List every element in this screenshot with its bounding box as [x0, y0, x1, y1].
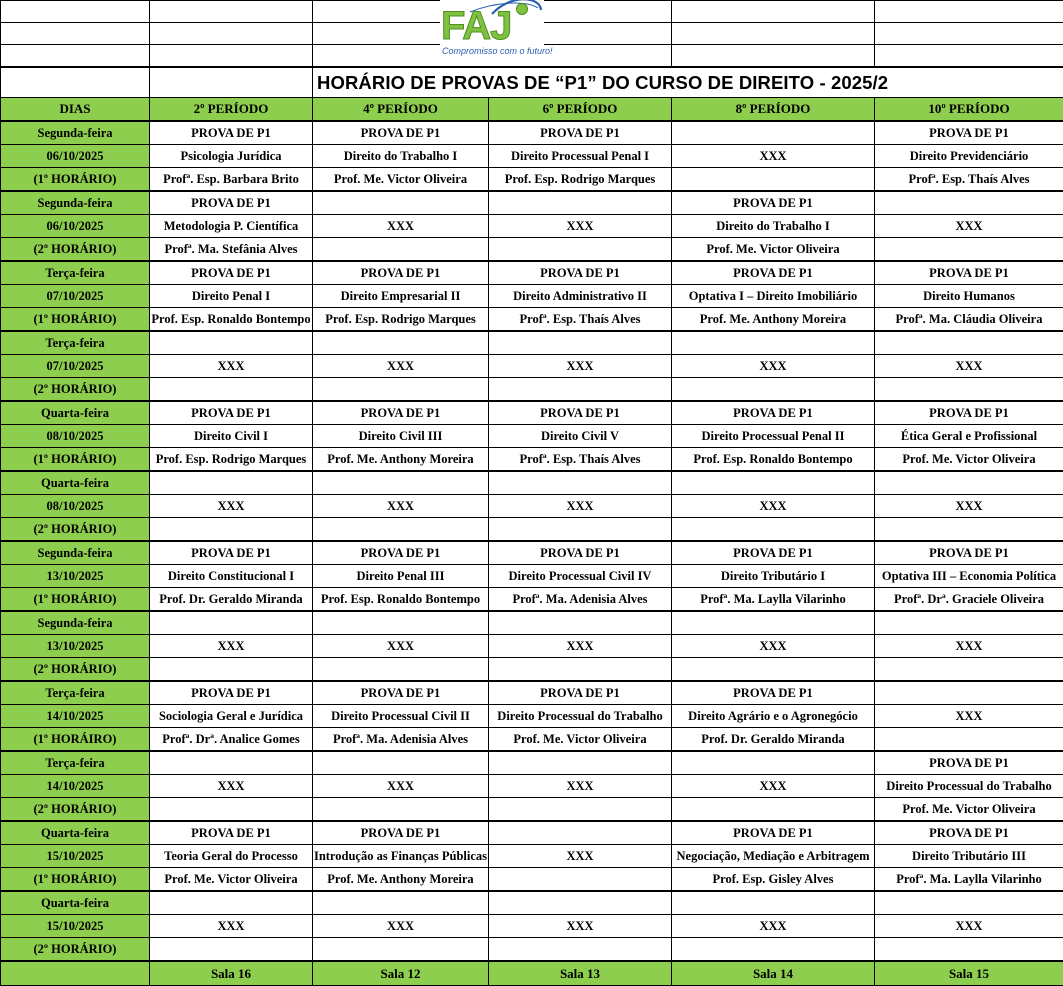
exam-professor [875, 238, 1063, 262]
exam-professor: Prof. Dr. Geraldo Miranda [672, 728, 875, 752]
day-slot: (1º HORÁRIO) [1, 868, 150, 892]
exam-professor [150, 658, 313, 682]
day-slot: (1º HORÁRIO) [1, 588, 150, 612]
exam-professor: Profª. Drª. Graciele Oliveira [875, 588, 1063, 612]
day-label: Terça-feira [1, 681, 150, 705]
day-slot: (1º HORÁRIO) [1, 168, 150, 192]
exam-professor: Profª. Esp. Thaís Alves [489, 308, 672, 332]
day-slot: (2º HORÁRIO) [1, 238, 150, 262]
exam-type: PROVA DE P1 [489, 261, 672, 285]
schedule-line [1, 518, 1063, 542]
exam-type: PROVA DE P1 [672, 191, 875, 215]
exam-professor: Prof. Esp. Gisley Alves [672, 868, 875, 892]
exam-type: PROVA DE P1 [150, 681, 313, 705]
exam-type [313, 191, 489, 215]
exam-professor [313, 658, 489, 682]
exam-professor: Profª. Ma. Laylla Vilarinho [672, 588, 875, 612]
exam-type [489, 331, 672, 355]
exam-professor [489, 518, 672, 542]
schedule-line [1, 891, 1063, 915]
exam-professor: Prof. Me. Victor Oliveira [489, 728, 672, 752]
header-period: 4º PERÍODO [313, 98, 489, 122]
day-date: 07/10/2025 [1, 285, 150, 308]
faj-logo [440, 0, 544, 66]
schedule-line [1, 798, 1063, 822]
day-slot: (1º HORÁRIO) [1, 308, 150, 332]
header-period: 10º PERÍODO [875, 98, 1063, 122]
exam-professor: Prof. Esp. Rodrigo Marques [489, 168, 672, 192]
exam-professor [489, 238, 672, 262]
exam-professor [313, 238, 489, 262]
exam-subject: Direito Processual Penal II [672, 425, 875, 448]
exam-professor: Prof. Me. Victor Oliveira [150, 868, 313, 892]
exam-subject: XXX [672, 355, 875, 378]
exam-professor: Profª. Drª. Analice Gomes [150, 728, 313, 752]
exam-type: PROVA DE P1 [150, 191, 313, 215]
exam-professor [672, 378, 875, 402]
exam-type [672, 751, 875, 775]
exam-type [875, 331, 1063, 355]
exam-subject: XXX [875, 705, 1063, 728]
exam-subject: XXX [150, 915, 313, 938]
schedule-line [1, 285, 1063, 308]
exam-professor: Profª. Ma. Stefânia Alves [150, 238, 313, 262]
exam-subject: Metodologia P. Científica [150, 215, 313, 238]
schedule-line [1, 565, 1063, 588]
exam-type: PROVA DE P1 [875, 821, 1063, 845]
exam-professor: Profª. Esp. Thaís Alves [489, 448, 672, 472]
exam-subject: XXX [313, 915, 489, 938]
exam-professor [313, 938, 489, 962]
schedule-line [1, 495, 1063, 518]
exam-professor: Prof. Me. Anthony Moreira [313, 448, 489, 472]
exam-subject: XXX [672, 775, 875, 798]
room-label: Sala 14 [672, 961, 875, 986]
exam-type [489, 471, 672, 495]
exam-type [672, 891, 875, 915]
room-label: Sala 12 [313, 961, 489, 986]
exam-type: PROVA DE P1 [672, 541, 875, 565]
exam-subject: Optativa I – Direito Imobiliário [672, 285, 875, 308]
exam-professor [489, 658, 672, 682]
schedule-line [1, 261, 1063, 285]
exam-type: PROVA DE P1 [489, 541, 672, 565]
header-row [1, 98, 1063, 122]
exam-type [875, 611, 1063, 635]
exam-professor [150, 798, 313, 822]
exam-type: PROVA DE P1 [672, 821, 875, 845]
day-date: 06/10/2025 [1, 145, 150, 168]
exam-subject: XXX [150, 775, 313, 798]
exam-subject: Direito Previdenciário [875, 145, 1063, 168]
exam-subject: Direito Tributário III [875, 845, 1063, 868]
exam-type: PROVA DE P1 [672, 401, 875, 425]
exam-type: PROVA DE P1 [150, 401, 313, 425]
day-date: 13/10/2025 [1, 565, 150, 588]
day-date: 08/10/2025 [1, 495, 150, 518]
schedule-line [1, 425, 1063, 448]
day-date: 15/10/2025 [1, 845, 150, 868]
exam-subject: XXX [489, 215, 672, 238]
schedule-line [1, 868, 1063, 892]
exam-professor: Prof. Dr. Geraldo Miranda [150, 588, 313, 612]
exam-type [672, 471, 875, 495]
schedule-line [1, 541, 1063, 565]
exam-type [313, 751, 489, 775]
exam-professor [489, 938, 672, 962]
exam-subject: Direito Processual do Trabalho [489, 705, 672, 728]
exam-professor [313, 798, 489, 822]
schedule-line [1, 705, 1063, 728]
day-date: 14/10/2025 [1, 705, 150, 728]
exam-professor: Profª. Ma. Laylla Vilarinho [875, 868, 1063, 892]
exam-type [150, 611, 313, 635]
exam-professor [489, 798, 672, 822]
exam-professor: Profª. Esp. Thaís Alves [875, 168, 1063, 192]
exam-subject: Direito do Trabalho I [672, 215, 875, 238]
exam-professor: Prof. Esp. Ronaldo Bontempo [313, 588, 489, 612]
exam-subject: Direito Tributário I [672, 565, 875, 588]
exam-subject: Direito Civil I [150, 425, 313, 448]
exam-subject: XXX [489, 355, 672, 378]
exam-subject: XXX [875, 635, 1063, 658]
day-date: 13/10/2025 [1, 635, 150, 658]
day-label: Quarta-feira [1, 821, 150, 845]
exam-professor [313, 378, 489, 402]
exam-subject: XXX [313, 495, 489, 518]
exam-type: PROVA DE P1 [672, 681, 875, 705]
header-period: 6º PERÍODO [489, 98, 672, 122]
exam-type: PROVA DE P1 [313, 121, 489, 145]
schedule-line [1, 238, 1063, 262]
exam-subject: Direito Humanos [875, 285, 1063, 308]
schedule-line [1, 215, 1063, 238]
exam-subject: XXX [875, 495, 1063, 518]
schedule-line [1, 938, 1063, 962]
exam-subject: XXX [875, 915, 1063, 938]
day-date: 14/10/2025 [1, 775, 150, 798]
day-label: Segunda-feira [1, 541, 150, 565]
schedule-line [1, 658, 1063, 682]
header-period: 8º PERÍODO [672, 98, 875, 122]
exam-type: PROVA DE P1 [875, 121, 1063, 145]
exam-professor: Prof. Me. Anthony Moreira [672, 308, 875, 332]
exam-subject: Direito Penal III [313, 565, 489, 588]
schedule-line [1, 191, 1063, 215]
exam-type [672, 331, 875, 355]
exam-professor [313, 518, 489, 542]
exam-professor: Prof. Me. Victor Oliveira [672, 238, 875, 262]
exam-professor [672, 658, 875, 682]
exam-professor: Prof. Esp. Rodrigo Marques [313, 308, 489, 332]
exam-subject: Direito Processual Civil IV [489, 565, 672, 588]
room-label: Sala 16 [150, 961, 313, 986]
logo-wordmark: FAJ [441, 4, 511, 48]
exam-subject: Direito Penal I [150, 285, 313, 308]
day-label: Segunda-feira [1, 191, 150, 215]
exam-subject: Negociação, Mediação e Arbitragem [672, 845, 875, 868]
schedule-line [1, 355, 1063, 378]
title-row [1, 67, 1063, 98]
exam-type [313, 891, 489, 915]
exam-professor: Prof. Esp. Ronaldo Bontempo [150, 308, 313, 332]
exam-type [875, 471, 1063, 495]
exam-subject: Direito Empresarial II [313, 285, 489, 308]
exam-subject: XXX [875, 355, 1063, 378]
exam-subject: XXX [150, 635, 313, 658]
exam-professor: Profª. Ma. Adenisia Alves [489, 588, 672, 612]
exam-professor: Prof. Esp. Ronaldo Bontempo [672, 448, 875, 472]
room-label: Sala 15 [875, 961, 1063, 986]
exam-subject: XXX [672, 495, 875, 518]
exam-subject: XXX [150, 355, 313, 378]
exam-type [875, 891, 1063, 915]
exam-type [672, 611, 875, 635]
day-label: Quarta-feira [1, 471, 150, 495]
exam-subject: XXX [489, 775, 672, 798]
exam-type: PROVA DE P1 [875, 541, 1063, 565]
schedule-line [1, 378, 1063, 402]
day-label: Terça-feira [1, 261, 150, 285]
exam-subject: Direito do Trabalho I [313, 145, 489, 168]
exam-professor [150, 378, 313, 402]
day-date: 07/10/2025 [1, 355, 150, 378]
exam-type [875, 681, 1063, 705]
exam-type: PROVA DE P1 [313, 541, 489, 565]
exam-subject: Direito Agrário e o Agronegócio [672, 705, 875, 728]
exam-type: PROVA DE P1 [875, 261, 1063, 285]
exam-professor [875, 378, 1063, 402]
exam-type: PROVA DE P1 [489, 401, 672, 425]
exam-subject: Direito Civil III [313, 425, 489, 448]
exam-type [150, 891, 313, 915]
exam-subject: XXX [313, 215, 489, 238]
exam-professor [150, 938, 313, 962]
schedule-line [1, 611, 1063, 635]
exam-type: PROVA DE P1 [875, 751, 1063, 775]
exam-professor [672, 168, 875, 192]
exam-type: PROVA DE P1 [150, 821, 313, 845]
exam-subject: Psicologia Jurídica [150, 145, 313, 168]
exam-subject: Direito Administrativo II [489, 285, 672, 308]
schedule-line [1, 775, 1063, 798]
exam-professor [875, 658, 1063, 682]
day-slot: (2º HORÁRIO) [1, 798, 150, 822]
exam-professor [672, 938, 875, 962]
header-dias: DIAS [1, 98, 150, 122]
day-slot: (2º HORÁRIO) [1, 938, 150, 962]
exam-subject: Teoria Geral do Processo [150, 845, 313, 868]
day-slot: (2º HORÁRIO) [1, 378, 150, 402]
exam-subject: XXX [489, 845, 672, 868]
exam-subject: XXX [313, 775, 489, 798]
schedule-line [1, 145, 1063, 168]
exam-professor: Prof. Me. Victor Oliveira [875, 448, 1063, 472]
exam-type: PROVA DE P1 [150, 261, 313, 285]
exam-subject: Direito Processual Civil II [313, 705, 489, 728]
day-label: Segunda-feira [1, 611, 150, 635]
exam-type: PROVA DE P1 [313, 821, 489, 845]
exam-subject: Direito Processual Penal I [489, 145, 672, 168]
exam-subject: XXX [489, 915, 672, 938]
exam-subject: Direito Civil V [489, 425, 672, 448]
schedule-line [1, 588, 1063, 612]
header-period: 2º PERÍODO [150, 98, 313, 122]
schedule-line [1, 331, 1063, 355]
day-slot: (1º HORÁIRO) [1, 728, 150, 752]
schedule-line [1, 448, 1063, 472]
page-title: HORÁRIO DE PROVAS DE “P1” DO CURSO DE DIREITO - 2025/2 [313, 67, 1063, 98]
exam-type: PROVA DE P1 [150, 541, 313, 565]
schedule-line [1, 635, 1063, 658]
rooms-row [1, 961, 1063, 986]
exam-subject: Ética Geral e Profissional [875, 425, 1063, 448]
exam-professor [489, 868, 672, 892]
schedule-line [1, 401, 1063, 425]
exam-type [489, 751, 672, 775]
exam-professor: Prof. Me. Victor Oliveira [875, 798, 1063, 822]
day-label: Terça-feira [1, 751, 150, 775]
exam-subject: XXX [150, 495, 313, 518]
exam-professor: Prof. Me. Victor Oliveira [313, 168, 489, 192]
day-label: Quarta-feira [1, 891, 150, 915]
day-slot: (2º HORÁRIO) [1, 658, 150, 682]
exam-professor: Profª. Ma. Adenisia Alves [313, 728, 489, 752]
day-date: 08/10/2025 [1, 425, 150, 448]
day-date: 15/10/2025 [1, 915, 150, 938]
exam-type: PROVA DE P1 [489, 121, 672, 145]
day-label: Terça-feira [1, 331, 150, 355]
schedule-line [1, 845, 1063, 868]
schedule-line [1, 751, 1063, 775]
exam-subject: XXX [672, 145, 875, 168]
exam-type: PROVA DE P1 [313, 401, 489, 425]
exam-type [875, 191, 1063, 215]
exam-type [489, 891, 672, 915]
schedule-line [1, 915, 1063, 938]
exam-type [313, 471, 489, 495]
day-date: 06/10/2025 [1, 215, 150, 238]
exam-professor: Prof. Esp. Rodrigo Marques [150, 448, 313, 472]
exam-type: PROVA DE P1 [489, 681, 672, 705]
exam-subject: XXX [489, 495, 672, 518]
schedule-line [1, 471, 1063, 495]
day-slot: (1º HORÁRIO) [1, 448, 150, 472]
exam-subject: XXX [313, 635, 489, 658]
schedule-line [1, 728, 1063, 752]
exam-professor: Profª. Esp. Barbara Brito [150, 168, 313, 192]
exam-subject: Optativa III – Economia Política [875, 565, 1063, 588]
rooms-label-cell [1, 961, 150, 986]
exam-subject: XXX [875, 215, 1063, 238]
exam-type [489, 611, 672, 635]
exam-professor [672, 798, 875, 822]
exam-type: PROVA DE P1 [150, 121, 313, 145]
exam-type [489, 821, 672, 845]
exam-type [150, 471, 313, 495]
day-slot: (2º HORÁRIO) [1, 518, 150, 542]
exam-professor: Prof. Me. Anthony Moreira [313, 868, 489, 892]
day-label: Quarta-feira [1, 401, 150, 425]
exam-subject: XXX [672, 915, 875, 938]
exam-type: PROVA DE P1 [875, 401, 1063, 425]
exam-subject: Introdução as Finanças Públicas [313, 845, 489, 868]
exam-professor [875, 938, 1063, 962]
exam-professor [150, 518, 313, 542]
exam-subject: Sociologia Geral e Jurídica [150, 705, 313, 728]
exam-professor [875, 518, 1063, 542]
exam-subject: XXX [313, 355, 489, 378]
schedule-line [1, 168, 1063, 192]
room-label: Sala 13 [489, 961, 672, 986]
exam-subject: Direito Constitucional I [150, 565, 313, 588]
schedule-line [1, 681, 1063, 705]
exam-type [313, 611, 489, 635]
exam-type: PROVA DE P1 [313, 261, 489, 285]
exam-professor [875, 728, 1063, 752]
exam-professor [672, 518, 875, 542]
schedule-line [1, 121, 1063, 145]
exam-subject: XXX [672, 635, 875, 658]
schedule-line [1, 821, 1063, 845]
exam-type: PROVA DE P1 [672, 261, 875, 285]
exam-type: PROVA DE P1 [313, 681, 489, 705]
exam-professor [489, 378, 672, 402]
exam-type [150, 331, 313, 355]
exam-subject: XXX [489, 635, 672, 658]
exam-type [313, 331, 489, 355]
exam-professor: Profª. Ma. Cláudia Oliveira [875, 308, 1063, 332]
logo-tagline: Compromisso com o futuro! [442, 46, 542, 56]
exam-type [150, 751, 313, 775]
exam-type [672, 121, 875, 145]
day-label: Segunda-feira [1, 121, 150, 145]
exam-subject: Direito Processual do Trabalho [875, 775, 1063, 798]
exam-type [489, 191, 672, 215]
schedule-line [1, 308, 1063, 332]
